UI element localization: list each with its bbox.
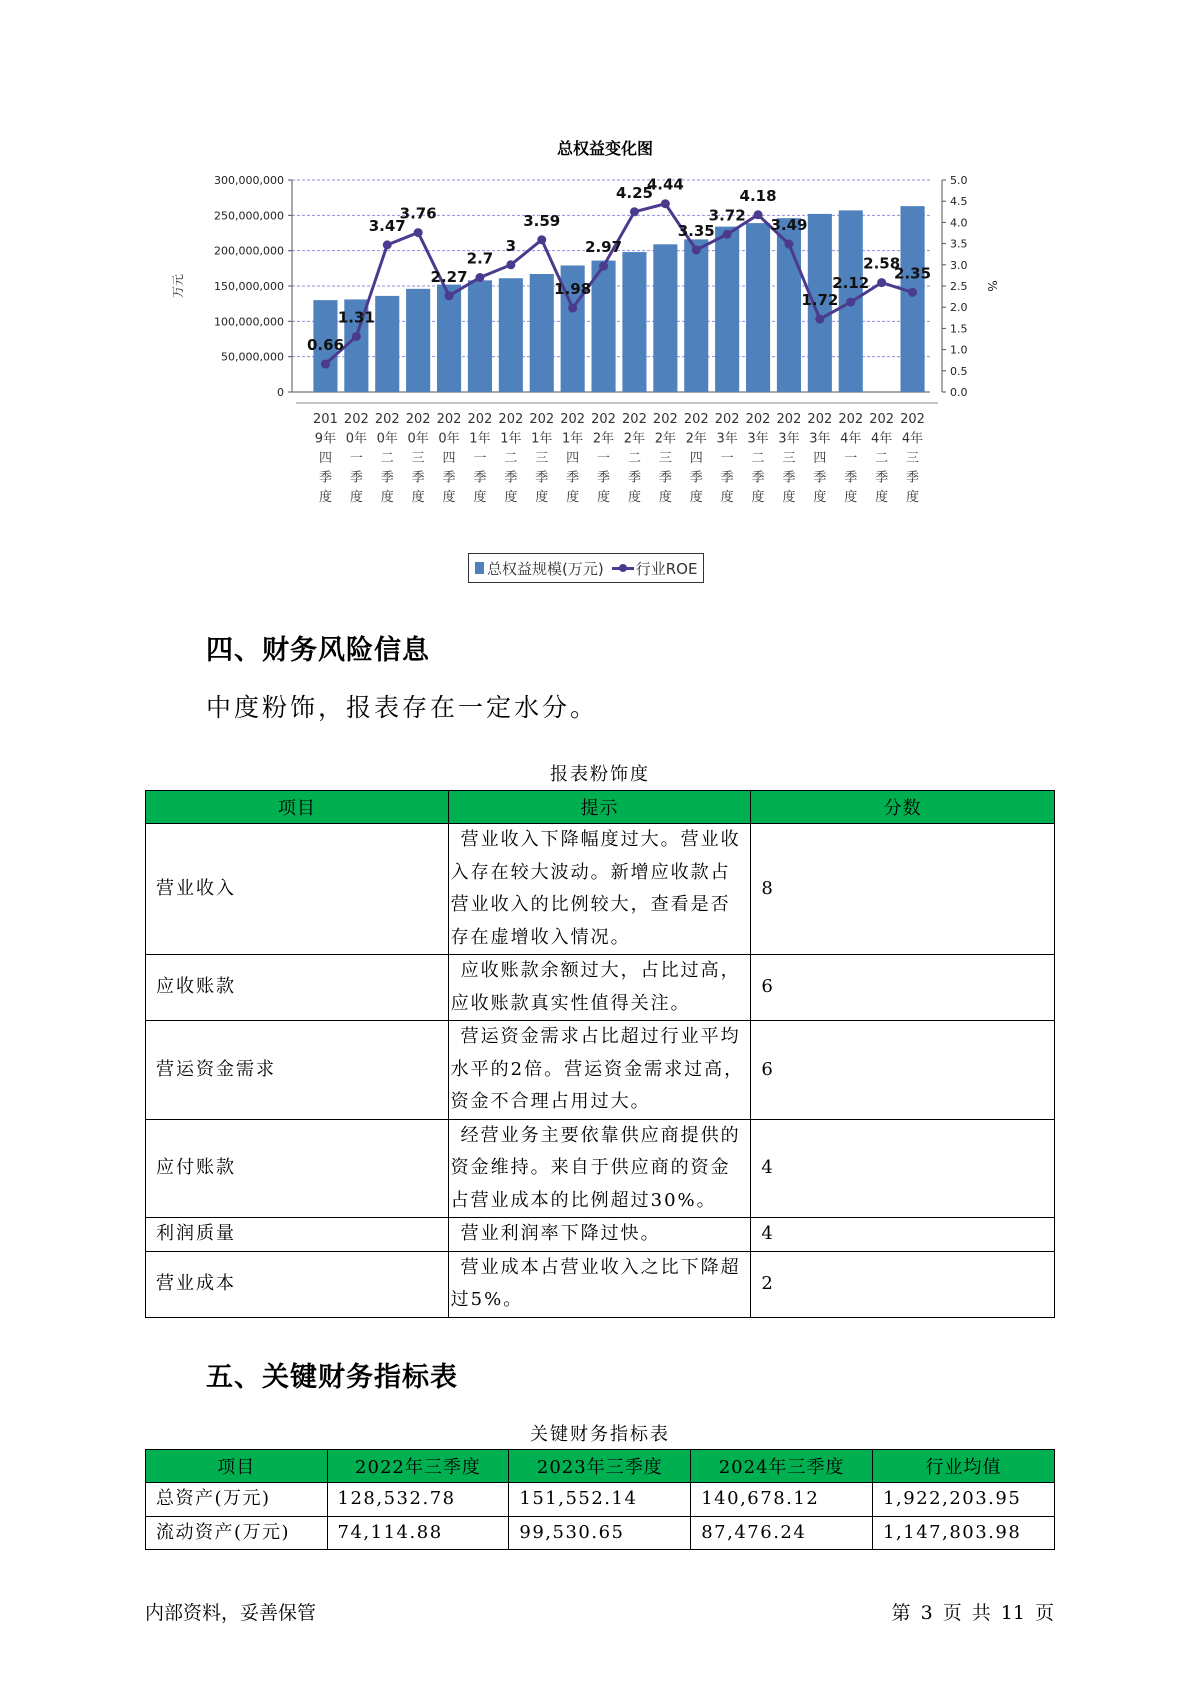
roe-point (414, 228, 423, 237)
x-tick-label: 2年 (592, 431, 615, 447)
metrics-section-heading: 五、关键财务指标表 (206, 1362, 458, 1393)
roe-data-label: 2.7 (466, 249, 494, 268)
x-tick-label: 度 (473, 490, 487, 505)
x-tick-label: 季 (782, 470, 796, 486)
y-tick-label: 150,000,000 (214, 280, 284, 293)
x-tick-label: 一 (720, 451, 734, 466)
roe-data-label: 1.98 (554, 280, 592, 299)
roe-point (352, 332, 361, 341)
risk-summary-text: 中度粉饰，报表存在一定水分。 (206, 693, 599, 722)
roe-data-label: 1.31 (337, 308, 375, 327)
x-tick-label: 3年 (778, 431, 800, 447)
x-tick-label: 202 (900, 412, 925, 427)
roe-data-label: 3.76 (399, 204, 437, 223)
legend-item-roe (612, 558, 698, 579)
x-tick-label: 202 (776, 412, 802, 427)
y2-tick-label: 1.5 (950, 322, 968, 336)
x-tick-label: 季 (658, 470, 672, 486)
x-tick-label: 二 (875, 451, 889, 466)
equity-bar (684, 239, 708, 392)
x-tick-label: 度 (349, 490, 363, 505)
roe-data-label: 0.66 (306, 336, 344, 355)
risk-tip: 经营业务主要依靠供应商提供的资金维持。来自于供应商的资金占营业成本的比例超过30%。 (448, 1119, 751, 1218)
roe-point (475, 273, 484, 282)
x-tick-label: 201 (313, 412, 338, 427)
risk-table (145, 790, 1055, 1318)
chart-legend (468, 553, 704, 583)
metric-value-2022: 74,114.88 (327, 1516, 509, 1550)
risk-tip: 营业收入下降幅度过大。营业收入存在较大波动。新增应收款占营业收入的比例较大，查看是否存在虚增收入情况。 (448, 824, 751, 955)
equity-bar (468, 280, 492, 392)
risk-table-header-row (146, 791, 1055, 824)
x-tick-label: 三 (906, 451, 920, 466)
risk-score: 8 (751, 824, 1055, 955)
equity-bar (900, 206, 924, 392)
y2-tick-label: 3.5 (950, 237, 968, 251)
x-tick-label: 度 (411, 490, 425, 505)
roe-data-label: 4.25 (615, 183, 653, 202)
equity-bar (653, 244, 677, 392)
risk-tip: 营业利润率下降过快。 (448, 1218, 751, 1252)
y-tick-label: 250,000,000 (214, 209, 284, 223)
x-tick-label: 季 (349, 470, 363, 486)
equity-bar (499, 278, 523, 392)
x-tick-label: 一 (597, 451, 611, 466)
risk-tip: 应收账款余额过大，占比过高，应收账款真实性值得关注。 (448, 955, 751, 1021)
roe-point (908, 288, 917, 297)
y2-tick-label: 0.5 (950, 364, 968, 378)
x-tick-label: 202 (343, 412, 369, 427)
x-tick-label: 度 (844, 490, 858, 505)
roe-data-label: 2.35 (894, 264, 932, 283)
roe-point (846, 298, 855, 307)
x-tick-label: 202 (467, 412, 493, 427)
risk-tip: 营业成本占营业收入之比下降超过5%。 (448, 1251, 751, 1317)
y-tick-label: 100,000,000 (214, 315, 284, 329)
roe-data-label: 3.35 (677, 221, 715, 240)
x-tick-label: 四 (566, 451, 580, 466)
x-tick-label: 1年 (531, 431, 553, 447)
x-tick-label: 度 (658, 490, 672, 505)
x-tick-label: 1年 (500, 431, 522, 447)
x-tick-label: 季 (751, 470, 765, 486)
x-tick-label: 季 (411, 470, 425, 486)
x-tick-label: 4年 (840, 431, 862, 447)
risk-tip: 营运资金需求占比超过行业平均水平的2倍。营运资金需求过高，资金不合理占用过大。 (448, 1021, 751, 1120)
x-tick-label: 202 (374, 412, 400, 427)
risk-score: 6 (751, 955, 1055, 1021)
x-tick-label: 202 (591, 412, 616, 427)
x-tick-label: 二 (380, 451, 394, 466)
x-tick-label: 度 (442, 490, 456, 505)
x-tick-label: 9年 (314, 431, 337, 447)
roe-data-label: 4.44 (646, 175, 684, 194)
table-row (146, 1218, 1055, 1252)
x-tick-label: 三 (535, 451, 549, 466)
y2-axis-label: % (985, 280, 999, 292)
x-tick-label: 3年 (747, 431, 769, 447)
x-tick-label: 0年 (407, 431, 429, 447)
x-tick-label: 度 (751, 490, 765, 505)
x-tick-label: 2年 (685, 431, 707, 447)
x-tick-label: 四 (813, 451, 827, 466)
x-tick-label: 4年 (901, 431, 924, 447)
roe-point (784, 240, 793, 249)
metrics-header-item: 项目 (146, 1450, 328, 1483)
x-tick-label: 二 (751, 451, 765, 466)
roe-data-label: 4.18 (739, 186, 777, 205)
equity-bar (746, 223, 770, 392)
roe-data-label: 2.27 (430, 267, 468, 286)
x-tick-label: 度 (627, 490, 641, 505)
x-tick-label: 202 (560, 412, 586, 427)
x-tick-label: 度 (535, 490, 549, 505)
x-tick-label: 度 (813, 490, 827, 505)
x-tick-label: 度 (906, 490, 920, 505)
x-tick-label: 季 (627, 470, 641, 486)
x-tick-label: 二 (504, 451, 518, 466)
y-axis-label: 万元 (171, 273, 185, 299)
y2-tick-label: 3.0 (950, 258, 968, 272)
x-tick-label: 1年 (562, 431, 584, 447)
equity-bar (375, 296, 399, 392)
metrics-header-2023: 2023年三季度 (509, 1450, 691, 1483)
x-tick-label: 三 (411, 451, 425, 466)
table-row (146, 955, 1055, 1021)
roe-point (877, 278, 886, 287)
x-tick-label: 202 (529, 412, 555, 427)
equity-bar (530, 274, 554, 392)
risk-header-item: 项目 (146, 791, 449, 824)
x-tick-label: 202 (436, 412, 462, 427)
x-tick-label: 季 (813, 470, 827, 486)
x-tick-label: 季 (720, 470, 734, 486)
metrics-header-avg: 行业均值 (873, 1450, 1055, 1483)
y-tick-label: 50,000,000 (221, 350, 284, 364)
risk-item: 应收账款 (146, 955, 449, 1021)
x-tick-label: 季 (318, 470, 332, 486)
footer-confidential-note: 内部资料，妥善保管 (145, 1602, 317, 1624)
x-tick-label: 一 (349, 451, 363, 466)
x-tick-label: 度 (782, 490, 796, 505)
x-tick-label: 二 (627, 451, 641, 466)
table-row (146, 1021, 1055, 1120)
risk-section-heading: 四、财务风险信息 (206, 635, 430, 666)
x-tick-label: 度 (875, 490, 889, 505)
legend-bar-swatch (475, 562, 484, 574)
y-tick-label: 300,000,000 (214, 174, 284, 187)
equity-roe-chart (150, 140, 1050, 600)
x-tick-label: 季 (566, 470, 580, 486)
x-tick-label: 四 (318, 451, 332, 466)
roe-point (321, 360, 330, 369)
roe-point (568, 304, 577, 313)
risk-score: 4 (751, 1218, 1055, 1252)
metrics-header-2024: 2024年三季度 (691, 1450, 873, 1483)
risk-item: 利润质量 (146, 1218, 449, 1252)
risk-item: 营业成本 (146, 1251, 449, 1317)
equity-bar (591, 261, 615, 392)
roe-point (445, 291, 454, 300)
risk-header-tip: 提示 (448, 791, 751, 824)
roe-point (815, 315, 824, 324)
x-tick-label: 202 (405, 412, 431, 427)
roe-data-label: 3 (505, 236, 517, 255)
y2-tick-label: 2.0 (950, 301, 968, 315)
x-tick-label: 202 (498, 412, 524, 427)
metric-value-2023: 99,530.65 (509, 1516, 691, 1550)
metric-value-avg: 1,922,203.95 (873, 1483, 1055, 1517)
risk-item: 应付账款 (146, 1119, 449, 1218)
roe-point (599, 262, 608, 271)
metrics-table (145, 1449, 1055, 1550)
table-row (146, 1483, 1055, 1517)
y2-tick-label: 2.5 (950, 280, 968, 293)
metric-value-2024: 140,678.12 (691, 1483, 873, 1517)
legend-label-roe: 行业ROE (635, 559, 698, 578)
roe-point (383, 240, 392, 249)
y2-tick-label: 1.0 (950, 343, 968, 357)
x-tick-label: 202 (652, 412, 678, 427)
x-tick-label: 季 (473, 470, 487, 486)
x-tick-label: 季 (442, 470, 456, 486)
x-tick-label: 季 (535, 470, 549, 486)
x-tick-label: 季 (597, 470, 611, 486)
legend-item-equity (475, 558, 604, 579)
metric-value-avg: 1,147,803.98 (873, 1516, 1055, 1550)
metrics-header-2022: 2022年三季度 (327, 1450, 509, 1483)
risk-score: 6 (751, 1021, 1055, 1120)
roe-point (537, 235, 546, 244)
table-row (146, 1251, 1055, 1317)
metric-item: 总资产(万元) (146, 1483, 328, 1517)
x-tick-label: 度 (689, 490, 703, 505)
x-tick-label: 季 (875, 470, 889, 486)
x-tick-label: 四 (689, 451, 703, 466)
x-tick-label: 度 (720, 490, 734, 505)
x-tick-label: 三 (658, 451, 672, 466)
y2-tick-label: 4.5 (950, 195, 968, 209)
table-row (146, 1119, 1055, 1218)
roe-point (754, 210, 763, 219)
x-tick-label: 202 (714, 412, 740, 427)
equity-bar (437, 285, 461, 392)
x-tick-label: 0年 (376, 431, 398, 447)
y2-tick-label: 5.0 (950, 174, 968, 187)
metric-item: 流动资产(万元) (146, 1516, 328, 1550)
roe-point (723, 230, 732, 239)
x-tick-label: 202 (869, 412, 895, 427)
x-tick-label: 一 (844, 451, 858, 466)
risk-item: 营运资金需求 (146, 1021, 449, 1120)
x-tick-label: 度 (597, 490, 611, 505)
roe-data-label: 2.97 (585, 238, 623, 257)
x-tick-label: 4年 (871, 431, 893, 447)
roe-point (692, 245, 701, 254)
x-tick-label: 度 (318, 490, 332, 505)
y2-tick-label: 0.0 (950, 386, 968, 399)
roe-data-label: 3.59 (523, 211, 561, 230)
x-tick-label: 202 (838, 412, 864, 427)
x-tick-label: 季 (844, 470, 858, 486)
roe-data-label: 1.72 (801, 291, 839, 310)
roe-point (630, 207, 639, 216)
x-tick-label: 0年 (438, 431, 460, 447)
x-tick-label: 3年 (716, 431, 738, 447)
x-tick-label: 一 (473, 451, 487, 466)
roe-data-label: 3.47 (368, 216, 406, 235)
x-tick-label: 度 (566, 490, 580, 505)
risk-score: 4 (751, 1119, 1055, 1218)
x-tick-label: 三 (782, 451, 796, 466)
x-tick-label: 度 (380, 490, 394, 505)
table-row (146, 1516, 1055, 1550)
footer-page-number: 第 3 页 共 11 页 (891, 1602, 1054, 1624)
x-tick-label: 202 (745, 412, 771, 427)
x-tick-label: 度 (504, 490, 518, 505)
metric-value-2023: 151,552.14 (509, 1483, 691, 1517)
y-tick-label: 200,000,000 (214, 244, 284, 258)
legend-label-equity: 总权益规模(万元) (487, 559, 604, 578)
chart-canvas (150, 140, 1050, 600)
x-tick-label: 1年 (469, 431, 491, 447)
roe-data-label: 3.49 (770, 216, 808, 235)
x-tick-label: 202 (807, 412, 833, 427)
metrics-table-header-row (146, 1450, 1055, 1483)
legend-line-swatch (612, 562, 634, 574)
x-tick-label: 2年 (654, 431, 676, 447)
roe-data-label: 2.58 (863, 254, 901, 273)
x-tick-label: 季 (689, 470, 703, 486)
risk-score: 2 (751, 1251, 1055, 1317)
table-row (146, 824, 1055, 955)
x-tick-label: 季 (380, 470, 394, 486)
equity-bar (406, 289, 430, 392)
metrics-table-caption: 关键财务指标表 (530, 1424, 670, 1445)
chart-title: 总权益变化图 (556, 140, 654, 158)
risk-header-score: 分数 (751, 791, 1055, 824)
x-tick-label: 四 (442, 451, 456, 466)
risk-table-caption: 报表粉饰度 (550, 764, 650, 785)
equity-bar (622, 252, 646, 392)
risk-item: 营业收入 (146, 824, 449, 955)
y-tick-label: 0 (277, 386, 284, 399)
x-tick-label: 202 (622, 412, 647, 427)
equity-bar (715, 227, 739, 392)
roe-point (661, 199, 670, 208)
roe-data-label: 2.12 (832, 274, 870, 293)
x-tick-label: 季 (906, 470, 920, 486)
roe-point (506, 260, 515, 269)
x-tick-label: 季 (504, 470, 518, 486)
x-tick-label: 0年 (345, 431, 367, 447)
metric-value-2022: 128,532.78 (327, 1483, 509, 1517)
metric-value-2024: 87,476.24 (691, 1516, 873, 1550)
x-tick-label: 2年 (623, 431, 646, 447)
roe-data-label: 3.72 (708, 206, 746, 225)
y2-tick-label: 4.0 (950, 216, 968, 230)
x-tick-label: 3年 (809, 431, 831, 447)
x-tick-label: 202 (683, 412, 709, 427)
